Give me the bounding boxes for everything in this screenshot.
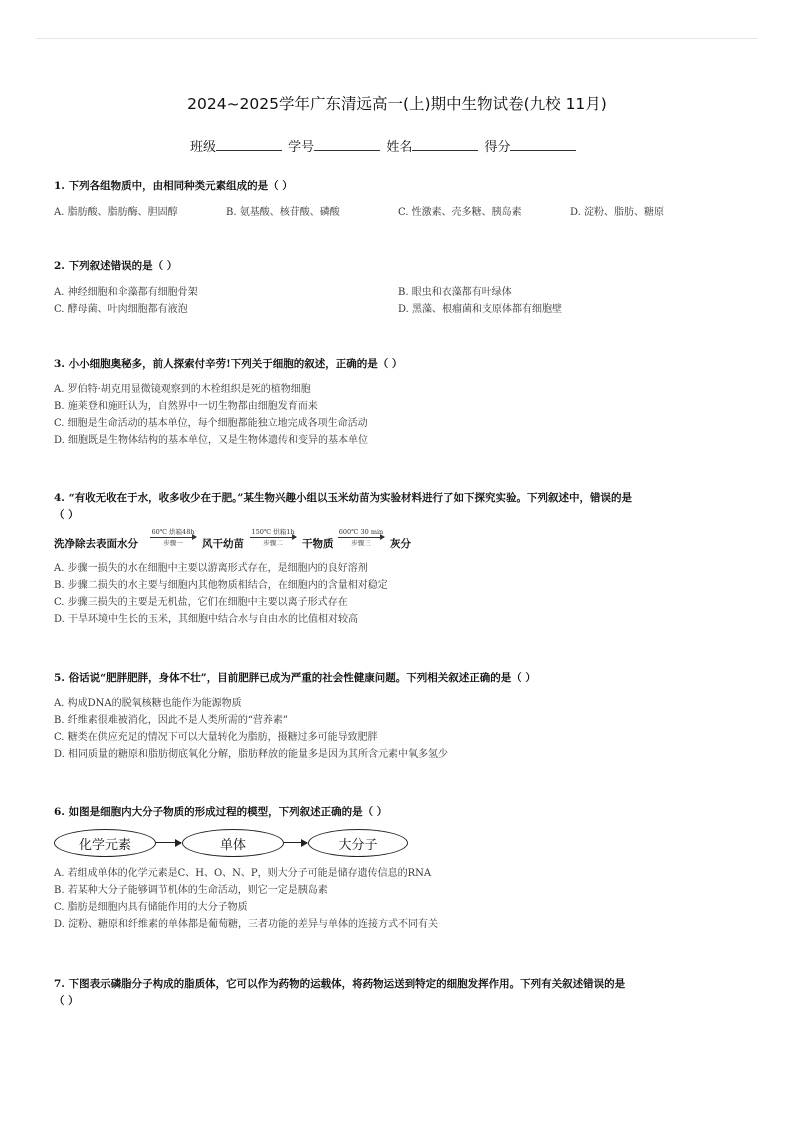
- node-chemical-elements: 化学元素: [54, 829, 156, 857]
- question-3: [54, 356, 744, 449]
- student-number-label: 学号: [288, 140, 315, 155]
- options-row: [54, 204, 744, 221]
- option-b[interactable]: B. 施莱登和施旺认为，自然界中一切生物都由细胞发育而来: [54, 401, 318, 412]
- question-6: [54, 804, 744, 933]
- option-d[interactable]: D. 干旱环境中生长的玉米，其细胞中结合水与自由水的比值相对较高: [54, 614, 359, 625]
- question-5: [54, 670, 744, 763]
- name-label: 姓名: [386, 140, 413, 155]
- flow-step-washed: 洗净除去表面水分: [54, 538, 138, 550]
- options-list: [54, 381, 744, 449]
- question-stem-line2: （ ）: [54, 995, 79, 1007]
- arrow-top-label: 600℃ 30 min: [338, 528, 384, 536]
- option-b[interactable]: B. 若某种大分子能够调节机体的生命活动，则它一定是胰岛素: [54, 885, 328, 896]
- arrow-line: [338, 537, 384, 538]
- option-d[interactable]: D. 淀粉、糖原和纤维素的单体都是葡萄糖，三者功能的差异与单体的连接方式不同有关: [54, 919, 439, 930]
- options-grid: [54, 284, 744, 318]
- question-stem-line2: （ ）: [54, 509, 79, 521]
- option-a[interactable]: A. 构成DNA的脱氧核糖也能作为能源物质: [54, 698, 242, 709]
- option-b[interactable]: B. 纤维素很难被消化，因此不是人类所需的“营养素”: [54, 715, 288, 726]
- option-c[interactable]: C. 细胞是生命活动的基本单位，每个细胞都能独立地完成各项生命活动: [54, 418, 368, 429]
- option-c[interactable]: C. 性激素、壳多糖、胰岛素: [398, 207, 522, 218]
- diagram-arrow-1: [155, 842, 181, 843]
- flow-step-ash: 灰分: [390, 538, 411, 550]
- flow-arrow-1: [150, 528, 196, 547]
- macromolecule-diagram: [54, 827, 744, 861]
- flow-arrow-2: [250, 528, 296, 547]
- question-2: [54, 258, 744, 318]
- arrow-top-label: 60℃ 烘箱48h: [151, 528, 195, 536]
- node-macromolecule: 大分子: [308, 829, 408, 857]
- option-a[interactable]: A. 若组成单体的化学元素是C、H、O、N、P，则大分子可能是储存遗传信息的RNA: [54, 868, 432, 879]
- option-b[interactable]: B. 氨基酸、核苷酸、磷酸: [226, 207, 340, 218]
- node-monomer: 单体: [182, 829, 284, 857]
- flow-step-dried-seedling: 风干幼苗: [202, 538, 244, 550]
- experiment-flow: [54, 530, 744, 556]
- question-stem: 1. 下列各组物质中，由相同种类元素组成的是（ ）: [54, 180, 293, 192]
- student-info-line: [190, 136, 578, 155]
- option-a[interactable]: A. 罗伯特·胡克用显微镜观察到的木栓组织是死的植物细胞: [54, 384, 311, 395]
- question-stem-line1: 4. “有收无收在于水，收多收少在于肥。”某生物兴趣小组以玉米幼苗为实验材料进行了如下探究实验。下列叙述中，错误的是: [54, 492, 632, 504]
- question-stem: 5. 俗话说“肥胖肥胖，身体不壮”，目前肥胖已成为严重的社会性健康问题。下列相关叙述正确的是（ ）: [54, 672, 536, 684]
- arrow-bottom-label: 步骤三: [351, 539, 371, 547]
- question-stem-line1: 7. 下图表示磷脂分子构成的脂质体，它可以作为药物的运载体，将药物运送到特定的细胞发挥作用。下列有关叙述错误的是: [54, 978, 626, 990]
- question-4: [54, 490, 744, 628]
- option-d[interactable]: D. 相同质量的糖原和脂肪彻底氧化分解，脂肪释放的能量多是因为其所含元素中氧多氢少: [54, 749, 449, 760]
- diagram-arrow-2: [283, 842, 307, 843]
- question-stem: 3. 小小细胞奥秘多，前人探索付辛劳!下列关于细胞的叙述，正确的是（ ）: [54, 358, 403, 370]
- class-label: 班级: [190, 140, 217, 155]
- question-7: [54, 976, 744, 1010]
- arrow-top-label: 150℃ 烘箱1h: [251, 528, 295, 536]
- option-b[interactable]: B. 眼虫和衣藻都有叶绿体: [398, 287, 512, 298]
- option-a[interactable]: A. 神经细胞和伞藻都有细胞骨架: [54, 287, 198, 298]
- option-c[interactable]: C. 步骤三损失的主要是无机盐，它们在细胞中主要以离子形式存在: [54, 597, 348, 608]
- name-blank[interactable]: [412, 138, 478, 151]
- arrow-line: [250, 537, 296, 538]
- question-1: [54, 178, 744, 221]
- option-a[interactable]: A. 步骤一损失的水在细胞中主要以游离形式存在，是细胞内的良好溶剂: [54, 563, 368, 574]
- option-d[interactable]: D. 黑藻、根瘤菌和支原体都有细胞壁: [398, 304, 563, 315]
- page-top-rule: [36, 38, 758, 39]
- option-b[interactable]: B. 步骤二损失的水主要与细胞内其他物质相结合，在细胞内的含量相对稳定: [54, 580, 388, 591]
- options-list: [54, 695, 744, 763]
- arrow-bottom-label: 步骤二: [263, 539, 283, 547]
- question-stem: 2. 下列叙述错误的是（ ）: [54, 260, 178, 272]
- class-blank[interactable]: [216, 138, 282, 151]
- option-a[interactable]: A. 脂肪酸、脂肪酶、胆固醇: [54, 207, 178, 218]
- option-d[interactable]: D. 细胞既是生物体结构的基本单位，又是生物体遗传和变异的基本单位: [54, 435, 369, 446]
- option-c[interactable]: C. 脂肪是细胞内具有储能作用的大分子物质: [54, 902, 248, 913]
- question-stem: 6. 如图是细胞内大分子物质的形成过程的模型，下列叙述正确的是（ ）: [54, 806, 388, 818]
- student-number-blank[interactable]: [314, 138, 380, 151]
- arrow-line: [150, 537, 196, 538]
- options-list: [54, 865, 744, 933]
- flow-step-dry-matter: 干物质: [302, 538, 334, 550]
- score-label: 得分: [484, 140, 511, 155]
- arrow-bottom-label: 步骤一: [163, 539, 183, 547]
- option-c[interactable]: C. 酵母菌、叶肉细胞都有液泡: [54, 304, 188, 315]
- score-blank[interactable]: [510, 138, 576, 151]
- page-title: 2024~2025学年广东清远高一(上)期中生物试卷(九校 11月): [187, 95, 607, 113]
- option-d[interactable]: D. 淀粉、脂肪、糖原: [570, 207, 665, 218]
- flow-arrow-3: [338, 528, 384, 547]
- option-c[interactable]: C. 糖类在供应充足的情况下可以大量转化为脂肪，摄糖过多可能导致肥胖: [54, 732, 378, 743]
- options-list: [54, 560, 744, 628]
